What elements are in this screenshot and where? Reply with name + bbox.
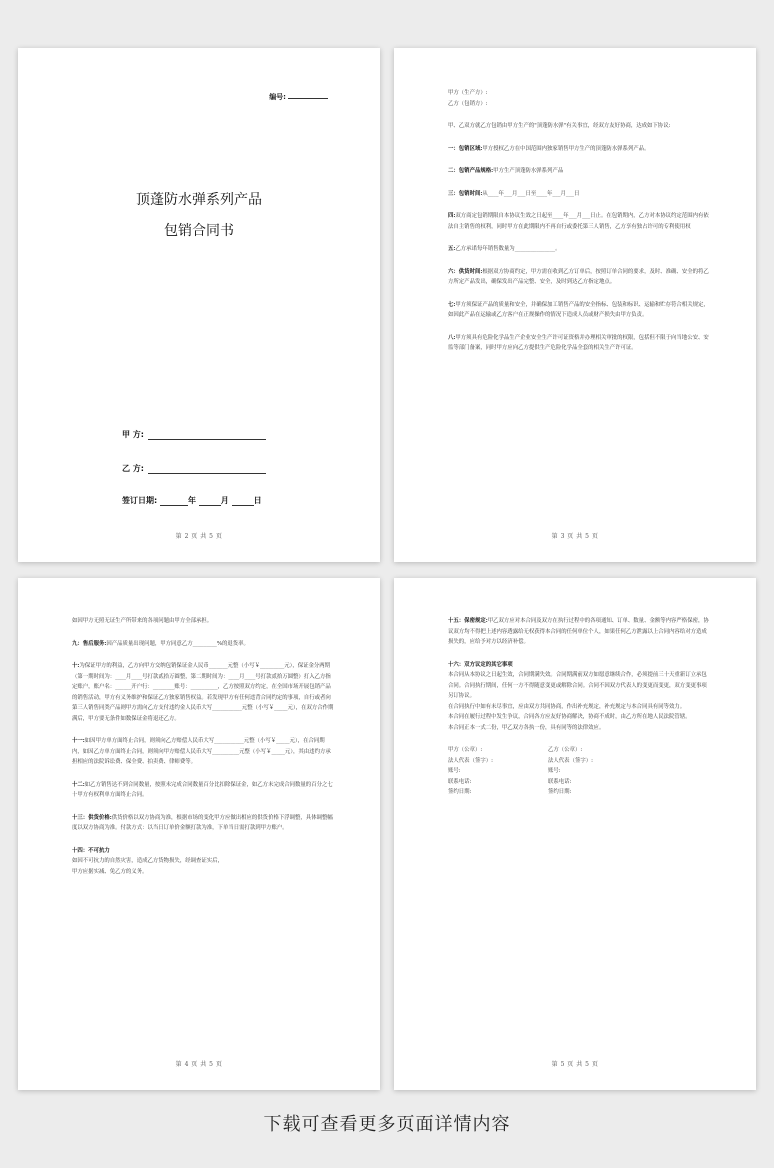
clause-heading: 六：供货时间: xyxy=(448,268,483,275)
clause-text: 根据双方协商约定，甲方需在收到乙方订单后，按照订单合同的要求，及时、准确、安全的将乙方所定产品发出，确保发出产品完整、安全，及时到达乙方指定地点。 xyxy=(448,268,709,285)
clause-15 xyxy=(448,616,710,648)
serial-label: 编号: xyxy=(269,93,286,101)
clause-text: 如因甲方单方面终止合同，则须向乙方赔偿人民币大写___________元整（小写￥_____元），在合同期内，如因乙方单方面终止合同，则须向甲方赔偿人民币大写__________元整（小写￥_____元），其由违约方承担相应的法院诉讼费、保全费、拍卖费、律师费等。 xyxy=(72,738,331,765)
document-page-3 xyxy=(394,48,756,562)
party-a-row xyxy=(122,429,266,440)
serial-number-field xyxy=(269,92,328,102)
clause-14-text-1: 如因不可抗力的自然灾害，造成乙方货物损失，经调查证实后， xyxy=(72,858,223,864)
month-blank xyxy=(199,497,221,506)
cover-title-line2: 包销合同书 xyxy=(164,223,234,239)
clause-heading: 十四：不可抗力 xyxy=(72,847,110,854)
carryover-paragraph: 如因甲方无照无证生产所带来的各项问题由甲方全部承担。 xyxy=(72,618,213,624)
document-page-4 xyxy=(18,578,380,1090)
clause-text: 如乙方销售达不到合同数量，按照未完成合同数量百分比扣除保证金，如乙方未完成合同数量的百分之七十甲方有权利单方面终止合同。 xyxy=(72,781,333,798)
clause-11 xyxy=(72,736,334,768)
party-b-line: 乙方（包销方）: xyxy=(448,100,488,107)
clause-16-heading xyxy=(448,660,710,671)
day-blank xyxy=(232,497,254,506)
clause-14-heading xyxy=(72,846,334,857)
clause-9 xyxy=(72,639,334,650)
page-content xyxy=(72,616,334,877)
clause-heading: 三：包销时间: xyxy=(448,190,483,197)
clause-heading: 十二: xyxy=(72,781,85,788)
party-b-blank xyxy=(148,464,266,474)
party-a-blank xyxy=(148,430,266,440)
year-blank xyxy=(160,497,188,506)
clause-8 xyxy=(448,333,710,354)
party-b-row xyxy=(122,463,266,474)
party-a-rep-label: 法人代表（签字）: xyxy=(448,757,493,764)
document-page-cover xyxy=(18,48,380,562)
clause-text: 甲方授权乙方在中国范围内独家销售甲方生产的顶蓬防水弹系列产品。 xyxy=(482,145,650,152)
clause-text: 从____年___月___日至____年___月___日 xyxy=(482,190,580,197)
clause-16-line: 本合同从本协议之日起生效，合同期满失效。合同期满前双方如愿意继续合作，必须提前三十天重新订立承包合同。合同执行期间，任何一方不得随意变更或解除合同。合同不因双方代表人的变更而变更，双方变更事项另订协议。 xyxy=(448,672,707,699)
clause-14-text-2: 甲方应据实减、免乙方的义务。 xyxy=(72,868,148,875)
clause-text: 双方商定包销期限自本协议生效之日起至____年___月___日止。在包销期内，乙方对本协议约定范围内有依法自主销售的权利，同时甲方在此期限内不再自行或委托第三人销售，乙方享有独占许可的专利使用权 xyxy=(448,213,709,230)
serial-blank xyxy=(288,98,328,99)
clause-5 xyxy=(448,244,710,255)
clause-text: 因产品质量出现问题，甲方同意乙方_________%的退货率。 xyxy=(106,640,249,647)
sign-date-label: 签订日期: xyxy=(122,496,158,505)
cover-title-line1: 顶蓬防水弹系列产品 xyxy=(136,192,262,208)
clause-text: 为保证甲方的利益，乙方向甲方交纳包销保证金人民币_______元整（小写￥_________元），保证金分两期（第一期时间为：____月____号打款贰拾万圆整，第二期时间为：____月____号打款贰拾万圆整）打入乙方指定账户，账户名：______开户行：________账号：__________，乙方按照双方约定，在全国市场开展包销产品的销售活动，甲方有义务维护和保证乙方独家销售权益。若发现甲方有任何违背合同约定的事项，自行或者向第三人销售同类产品则甲方需向乙方支付违约金人民币大写___________元整（小写￥_____元），在双方合作期满后，甲方要无条件如数保证金将退还乙方。 xyxy=(72,663,334,722)
page-footer: 第 3 页 共 5 页 xyxy=(551,533,599,540)
day-label: 日 xyxy=(253,496,262,505)
party-b-rep-label: 法人代表（签字）: xyxy=(548,757,593,764)
clause-heading: 十五：保密规定: xyxy=(448,618,488,624)
signature-block xyxy=(448,745,710,798)
clause-16-line: 本合同在履行过程中发生争议，合同各方应友好协商解决，协商不成时，由乙方所在地人民法院管辖。 xyxy=(448,714,691,720)
sign-date-row xyxy=(122,495,262,506)
page-footer: 第 2 页 共 5 页 xyxy=(175,533,223,540)
clause-heading: 一：包销区域: xyxy=(448,145,483,152)
clause-12 xyxy=(72,780,334,801)
page-footer: 第 4 页 共 5 页 xyxy=(175,1061,223,1068)
party-b-phone-label: 联系电话: xyxy=(548,778,572,785)
year-label: 年 xyxy=(188,496,196,505)
clause-heading: 十六：双方议定的其它事项 xyxy=(448,661,513,668)
clause-text: 甲乙双方应对本合同及双方在执行过程中的各项通知、订单、数量、金额等内容严格保密，协议双方均不得把上述内容透露给无权获得本合同的任何单位个人，如果任何乙方泄露以上合同内容给对方造成损失的，应给予对方以经济补偿。 xyxy=(448,618,709,645)
clause-heading: 五: xyxy=(448,246,456,252)
page-footer: 第 5 页 共 5 页 xyxy=(551,1061,599,1068)
clause-heading: 九：售后服务: xyxy=(72,640,107,647)
clause-text: 甲方生产顶蓬防水弹系列产品 xyxy=(493,168,564,174)
clause-text: 乙方承诺每年销售数量为_______________。 xyxy=(455,246,561,252)
party-b-account-label: 账号: xyxy=(548,768,561,774)
month-label: 月 xyxy=(220,496,229,505)
clause-3 xyxy=(448,189,710,200)
download-caption: 下载可查看更多页面详情内容 xyxy=(263,1114,511,1135)
clause-heading: 十: xyxy=(72,663,80,669)
party-a-line: 甲方（生产方）: xyxy=(448,90,488,96)
party-b-label: 乙 方: xyxy=(122,464,144,473)
clause-heading: 四: xyxy=(448,213,456,219)
page-content xyxy=(448,88,710,354)
clause-7 xyxy=(448,300,710,321)
document-page-5 xyxy=(394,578,756,1090)
intro-paragraph: 甲、乙双方就乙方包销由甲方生产的"顶蓬防水弹"有关事宜，经双方友好协商，达成如下协议: xyxy=(448,123,671,129)
clause-heading: 八: xyxy=(448,334,456,341)
clause-1 xyxy=(448,144,710,155)
clause-4 xyxy=(448,211,710,232)
party-a-phone-label: 联系电话: xyxy=(448,778,472,785)
clause-text: 甲方须具有危险化学品生产企业安全生产许可证资格并办理相关审批的权限，包括但不限于向当地公安、安监等部门备案，同时甲方应向乙方提供生产危险化学品全套的相关生产许可证。 xyxy=(448,334,709,351)
clause-heading: 二：包销产品规格: xyxy=(448,168,494,174)
party-a-label: 甲 方: xyxy=(122,430,144,439)
clause-16-line: 在合同执行中如有未尽事宜，应由双方共同协商，作出补充规定，补充规定与本合同具有同等效力。 xyxy=(448,703,686,710)
clause-text: 甲方须保证产品的质量和安全，并确保加工销售产品的安全指标、包装和标识、运输和贮存符合相关规定，如因此产品在运输或乙方客户在正规操作的情况下造成人员或财产损失由甲方负责。 xyxy=(448,301,709,318)
clause-16-line: 本合同正本一式二份，甲乙双方各执一份，具有同等的法律效应。 xyxy=(448,724,605,731)
party-b-date-label: 签约日期: xyxy=(548,789,572,795)
clause-2 xyxy=(448,166,710,177)
party-b-seal-label: 乙方（公章）: xyxy=(548,747,583,753)
clause-10 xyxy=(72,661,334,724)
clause-text: 供货价格以双方协商为准，根据市场的变化甲方应做出相应的供货价格下浮调整，具体调整幅度以双方协商为准。付款方式：以当日订单价金额打款为准，下单当日需打款到甲方账户。 xyxy=(72,814,333,831)
clause-heading: 十一: xyxy=(72,738,85,744)
clause-heading: 十三：供货价格: xyxy=(72,814,112,821)
party-a-date-label: 签约日期: xyxy=(448,789,472,795)
page-content xyxy=(448,616,710,798)
party-a-seal-label: 甲方（公章）: xyxy=(448,747,483,753)
clause-13 xyxy=(72,813,334,834)
party-a-account-label: 账号: xyxy=(448,768,461,774)
clause-heading: 七: xyxy=(448,301,456,308)
clause-6 xyxy=(448,267,710,288)
